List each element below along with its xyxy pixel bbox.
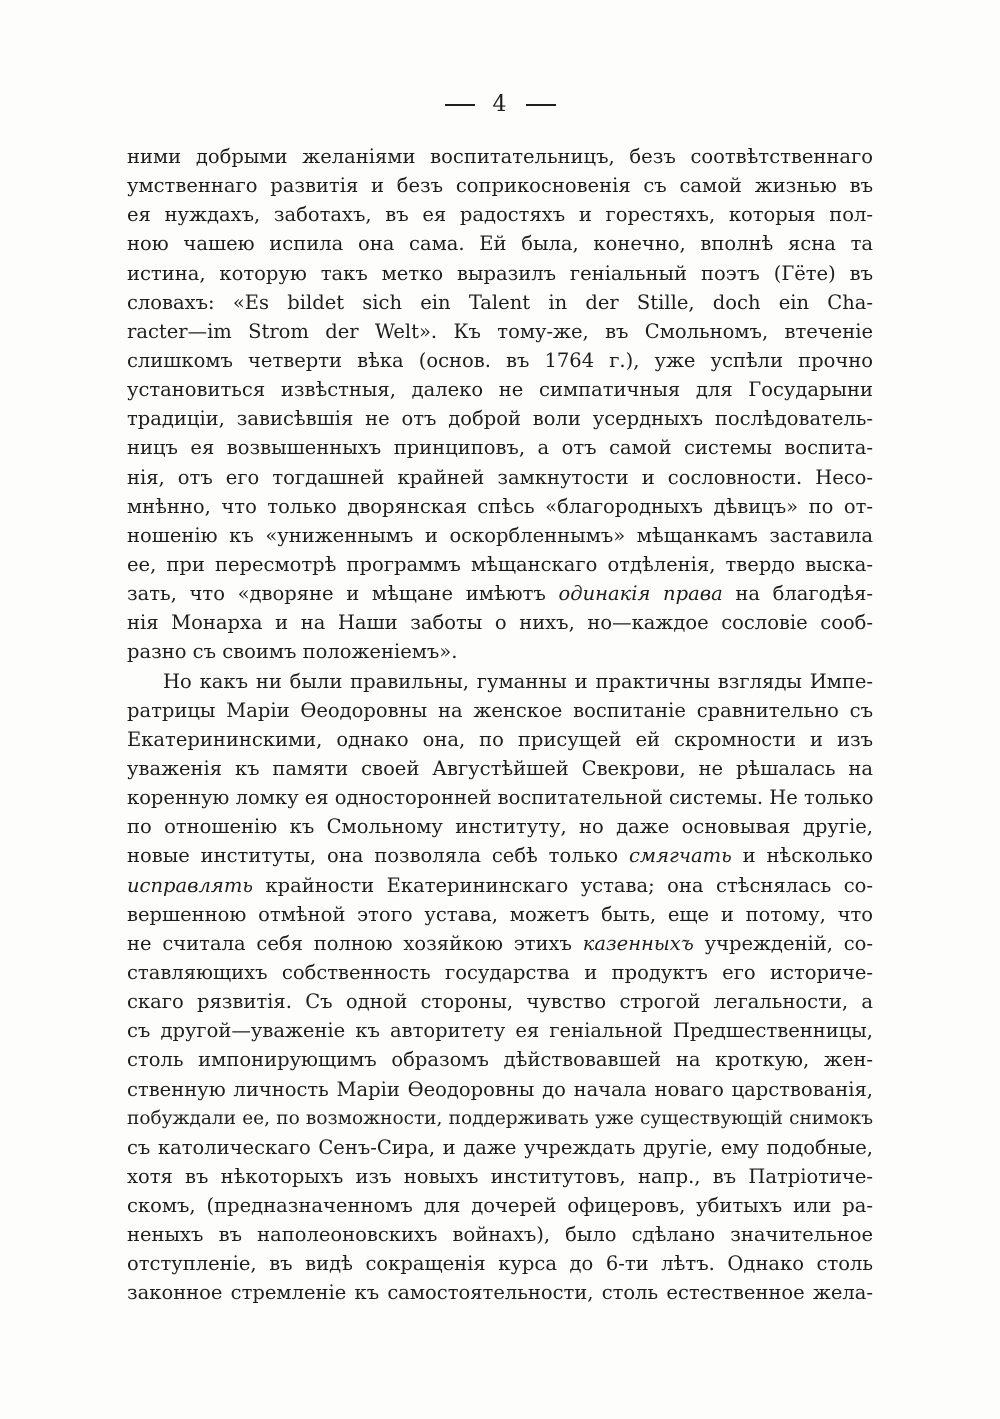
text-line: ною чашею испила она сама. Ей была, конечно, вполнѣ ясна та bbox=[127, 232, 873, 256]
text-line: ницъ ея возвышенныхъ принциповъ, а отъ самой системы воспита- bbox=[127, 436, 873, 460]
italic-emphasis: исправлять bbox=[127, 873, 253, 897]
text-line: новые институты, она позволяла себѣ только смягчать и нѣсколько bbox=[127, 844, 873, 868]
text-line: ственную личность Маріи Ѳеодоровны до начала новаго царствованія, bbox=[127, 1077, 873, 1101]
text-line: Екатерининскими, однако она, по присущей ей скромности и изъ bbox=[127, 727, 873, 751]
text-line: разно съ своимъ положеніемъ». bbox=[127, 640, 458, 664]
text-line: Но какъ ни были правильны, гуманны и практичны взгляды Импе- bbox=[163, 669, 873, 693]
body-text bbox=[127, 142, 873, 1308]
page-number-value: 4 bbox=[492, 92, 508, 117]
text-line: нія Монарха и на Наши заботы о нихъ, но—каждое сословіе сооб- bbox=[127, 611, 873, 635]
left-dash bbox=[445, 104, 475, 106]
text-line: установиться извѣстныя, далеко не симпатичныя для Государыни bbox=[127, 378, 873, 402]
text-line: racter—im Strom der Welt». Къ тому-же, въ Смольномъ, втеченіе bbox=[127, 319, 873, 343]
text-line: скомъ, (предназначенномъ для дочерей офицеровъ, убитыхъ или ра- bbox=[127, 1194, 873, 1218]
text-line: исправлять крайности Екатерининскаго устава; она стѣснялась со- bbox=[127, 873, 873, 897]
text-line: мнѣнно, что только дворянская спѣсь «благородныхъ дѣвицъ» по от- bbox=[127, 494, 873, 518]
text-line: зать, что «дворяне и мѣщане имѣютъ одинакія права на благодѣя- bbox=[127, 582, 873, 606]
text-line: столь импонирующимъ образомъ дѣйствовавшей на кроткую, жен- bbox=[127, 1048, 873, 1072]
text-line: умственнаго развитія и безъ соприкосновенія съ самой жизнью въ bbox=[127, 174, 873, 198]
text-line: традиціи, зависѣвшія не отъ доброй воли усердныхъ послѣдователь- bbox=[127, 407, 873, 431]
text-line: хотя въ нѣкоторыхъ изъ новыхъ институтовъ, напр., въ Патріотиче- bbox=[127, 1164, 873, 1188]
text-line: ношенію къ «униженнымъ и оскорбленнымъ» мѣщанкамъ заставила bbox=[127, 523, 873, 547]
italic-emphasis: казенныхъ bbox=[582, 931, 694, 955]
text-line: вершенною отмѣной этого устава, можетъ быть, еще и потому, что bbox=[127, 902, 873, 926]
text-line: неныхъ въ наполеоновскихъ войнахъ), было сдѣлано значительное bbox=[127, 1223, 873, 1247]
text-line: по отношенію къ Смольному институту, но даже основывая другіе, bbox=[127, 815, 873, 839]
text-line: коренную ломку ея односторонней воспитательной системы. Не только bbox=[127, 786, 874, 810]
text-line: слишкомъ четверти вѣка (основ. въ 1764 г.), уже успѣли прочно bbox=[127, 348, 873, 372]
page-number bbox=[0, 92, 1000, 117]
italic-emphasis: смягчать bbox=[629, 844, 732, 868]
text-line: ее, при пересмотрѣ программъ мѣщанскаго отдѣленія, твердо выска- bbox=[127, 552, 873, 576]
text-line: словахъ: «Es bildet sich ein Talent in der Stille, doch ein Cha- bbox=[127, 290, 873, 314]
text-line: ратрицы Маріи Ѳеодоровны на женское воспитаніе сравнительно съ bbox=[127, 698, 873, 722]
text-line: ними добрыми желаніями воспитательницъ, безъ соотвѣтственнаго bbox=[127, 145, 873, 168]
text-line: законное стремленіе къ самостоятельности, столь естественное жела- bbox=[127, 1281, 873, 1305]
text-line: скаго рязвитія. Съ одной стороны, чувство строгой легальности, а bbox=[127, 990, 873, 1014]
text-line: не считала себя полною хозяйкою этихъ казенныхъ учрежденій, со- bbox=[127, 931, 873, 955]
italic-emphasis: одинакія права bbox=[558, 582, 723, 606]
text-line: нія, отъ его тогдашней крайней замкнутости и сословности. Несо- bbox=[127, 465, 873, 489]
text-line: съ другой—уваженіе къ авторитету ея геніальной Предшественницы, bbox=[127, 1019, 873, 1043]
text-line: отступленіе, въ видѣ сокращенія курса до 6-ти лѣтъ. Однако столь bbox=[127, 1252, 873, 1276]
text-line: съ католическаго Сенъ-Сира, и даже учреждать другіе, ему подобные, bbox=[127, 1135, 873, 1159]
text-line: побуждали ее, по возможности, поддерживать уже существующій снимокъ bbox=[127, 1107, 873, 1129]
text-line: уваженія къ памяти своей Августѣйшей Свекрови, не рѣшалась на bbox=[127, 756, 873, 780]
text-line: ея нуждахъ, заботахъ, въ ея радостяхъ и горестяхъ, которыя пол- bbox=[127, 203, 873, 227]
text-line: ставляющихъ собственность государства и продуктъ его историче- bbox=[127, 960, 873, 984]
right-dash bbox=[526, 104, 556, 106]
text-line: истина, которую такъ метко выразилъ геніальный поэтъ (Гёте) въ bbox=[127, 261, 873, 285]
